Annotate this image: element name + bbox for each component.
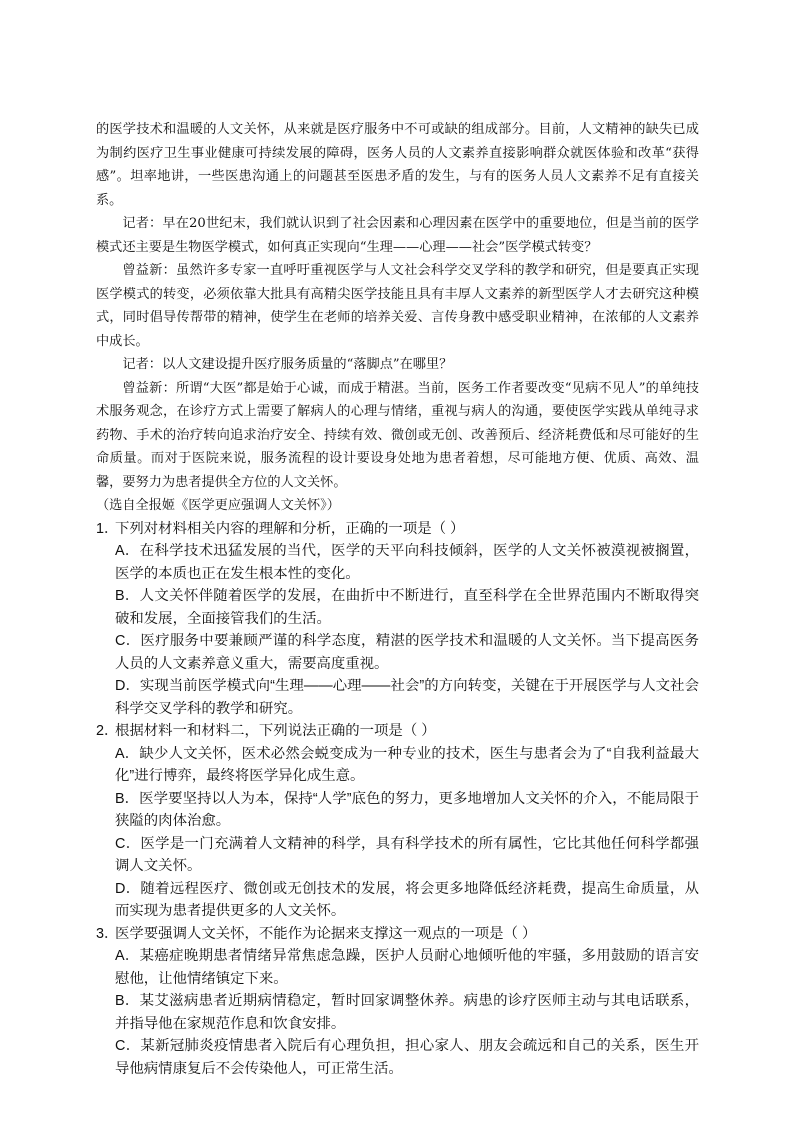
passage-paragraph-2: 记者：早在20世纪末，我们就认识到了社会因素和心理因素在医学中的重要地位，但是当前的医学模式还主要是生物医学模式，如何真正实现向“生理——心理——社会”医学模式转变？ [96, 216, 699, 255]
passage-paragraph-1: 的医学技术和温暖的人文关怀，从来就是医疗服务中不可或缺的组成部分。目前，人文精神的缺失已成为制约医疗卫生事业健康可持续发展的障碍，医务人员的人文素养直接影响群众就医体验和改革“获得感”。坦率地讲，一些医患沟通上的问题甚至医患矛盾的发生，与有的医务人员人文素养不足有直接关系。 [96, 122, 699, 208]
option-a: A．缺少人文关怀，医术必然会蜕变成为一种专业的技术，医生与患者会为了“自我利益最大化”进行博弈，最终将医学异化成生意。 [115, 745, 699, 784]
question-2 [96, 720, 699, 923]
question-stem: 根据材料一和材料二，下列说法正确的一项是（ ） [115, 723, 436, 739]
passage-paragraph-4: 记者：以人文建设提升医疗服务质量的“落脚点”在哪里？ [122, 357, 453, 372]
question-number: 3． [96, 925, 119, 942]
option-a: A．在科学技术迅猛发展的当代，医学的天平向科技倾斜，医学的人文关怀被漠视被搁置，医学的本质也正在发生根本性的变化。 [115, 543, 699, 582]
option-b: B．人文关怀伴随着医学的发展，在曲折中不断进行，直至科学在全世界范围内不断取得突破和发展，全面接管我们的生活。 [115, 588, 699, 627]
question-stem: 医学要强调人文关怀，不能作为论据来支撑这一观点的一项是（ ） [115, 925, 537, 942]
passage-paragraph-5: 曾益新：所谓“大医”都是始于心诚，而成于精湛。当前，医务工作者要改变“见病不见人”的单纯技术服务观念，在诊疗方式上需要了解病人的心理与情绪，重视与病人的沟通，要使医学实践从单纯寻求药物、手术的治疗转向追求治疗安全、持续有效、微创或无创、改善预后、经济耗费低和尽可能好的生命质量。而对于医院来说，服务流程的设计要设身处地为患者着想，尽可能地方便、优质、高效、温馨，要努力为患者提供全方位的人文关怀。 [96, 380, 699, 490]
option-c: C．医疗服务中要兼顾严谨的科学态度，精湛的医学技术和温暖的人文关怀。当下提高医务人员的人文素养意义重大，需要高度重视。 [115, 633, 699, 672]
question-3 [96, 923, 699, 1081]
option-c: C．某新冠肺炎疫情患者入院后有心理负担，担心家人、朋友会疏远和自己的关系，医生开导他病情康复后不会传染他人，可正常生活。 [115, 1038, 699, 1077]
option-a: A．某癌症晚期患者情绪异常焦虑急躁，医护人员耐心地倾听他的牢骚，多用鼓励的语言安慰他，让他情绪镇定下来。 [115, 948, 699, 987]
passage-source: （选自全报姬《医学更应强调人文关怀》） [96, 498, 340, 513]
question-number: 2． [96, 723, 119, 739]
option-b: B．医学要坚持以人为本，保持“人学”底色的努力，更多地增加人文关怀的介入，不能局限于狭隘的肉体治愈。 [115, 790, 699, 829]
document-page [96, 118, 699, 1080]
option-c: C．医学是一门充满着人文精神的科学，具有科学技术的所有属性，它比其他任何科学都强调人文关怀。 [115, 835, 699, 874]
question-stem: 下列对材料相关内容的理解和分析，正确的一项是（ ） [115, 520, 465, 537]
question-1 [96, 518, 699, 721]
passage-paragraph-3: 曾益新：虽然许多专家一直呼吁重视医学与人文社会科学交叉学科的教学和研究，但是要真正实现医学模式的转变，必须依靠大批具有高精尖医学技能且具有丰厚人文素养的新型医学人才去研究这种模式，同时倡导传帮带的精神，使学生在老师的培养关爱、言传身教中感受职业精神，在浓郁的人文素养中成长。 [96, 263, 699, 349]
option-d: D．随着远程医疗、微创或无创技术的发展，将会更多地降低经济耗费，提高生命质量，从而实现为患者提供更多的人文关怀。 [115, 880, 699, 919]
option-d: D．实现当前医学模式向“生理——心理——社会”的方向转变，关键在于开展医学与人文社会科学交叉学科的教学和研究。 [115, 678, 699, 717]
option-b: B．某艾滋病患者近期病情稳定，暂时回家调整休养。病患的诊疗医师主动与其电话联系，并指导他在家规范作息和饮食安排。 [115, 993, 699, 1032]
question-number: 1． [96, 520, 119, 537]
question-list [96, 518, 699, 1081]
reading-passage [96, 118, 699, 518]
